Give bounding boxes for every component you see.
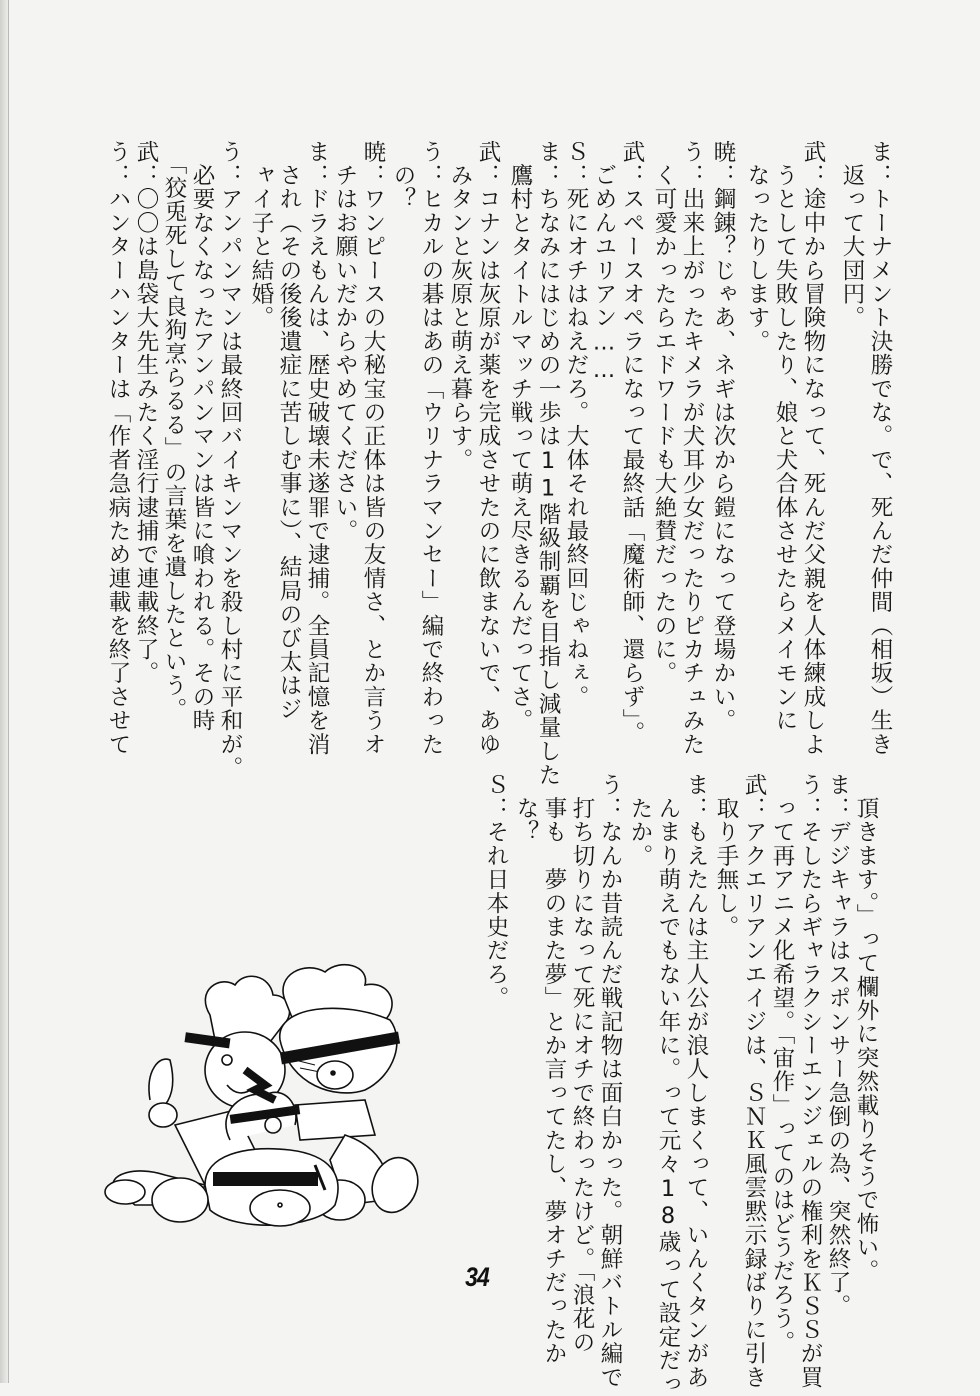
chef-characters-illustration (95, 960, 500, 1240)
page-binding-edge (0, 0, 9, 1383)
text-column: Ｓ：それ日本史だろ。 (483, 773, 509, 1010)
text-column: 武：〇〇は島袋大先生みたく淫行逮捕で連載終了。 (133, 140, 159, 686)
text-column: ま：デジキャラはスポンサー急倒の為、突然終了。 (825, 773, 851, 1319)
text-column: ま：ドラえもんは、歴史破壊未遂罪で逮捕。全員記憶を消 (304, 140, 330, 757)
text-column: な？ (513, 773, 539, 845)
text-column: う：出来上がったキメラが犬耳少女だったりピカチュみた (679, 140, 705, 757)
text-column: 武：途中から冒険物になって、死んだ父親を人体練成しよ (800, 140, 826, 757)
text-column: って再アニメ化希望。「宙作」ってのはどうだろう。 (769, 773, 795, 1355)
text-column: う：ハンターハンターは「作者急病ため連載を終了させて (105, 140, 131, 757)
text-column: う：そしたらギャラクシーエンジェルの権利をＫＳＳが買 (797, 773, 823, 1390)
text-column: なったりします。 (744, 140, 770, 354)
text-column: 暁：ワンピースの大秘宝の正体は皆の友情さ、とか言うオ (360, 140, 386, 757)
text-column: たか。 (627, 773, 653, 868)
text-column: 武：アクエリアンエイジは、ＳＮＫ風雲黙示録ばりに引き (741, 773, 767, 1390)
text-column: 返って大団円。 (839, 140, 865, 330)
text-column: うとして失敗したり、娘と犬合体させたらメイモンに (772, 140, 798, 733)
text-column: ごめんユリアン…… (591, 140, 617, 384)
text-column: 打ち切りになって死にオチで終わったけど。「浪花の (569, 773, 595, 1355)
page-number: 34 (465, 1262, 489, 1292)
text-column: 武：コナンは灰原が薬を完成させたのに飲まないで、あゆ (475, 140, 501, 757)
text-column: う：アンパンマンは最終回バイキンマンを殺し村に平和が。 (217, 140, 243, 780)
text-column: 必要なくなったアンパンマンは皆に喰われる。その時 (189, 140, 215, 733)
text-column: ま：ちなみにはじめの一歩は11階級制覇を目指し減量した (535, 140, 561, 787)
text-column: みタンと灰原と萌え暮らす。 (447, 140, 473, 472)
text-column: され（その後後遺症に苦しむ事に）、結局のび太はジ (276, 140, 302, 722)
text-column: ャイ子と結婚。 (248, 140, 274, 330)
text-column: 「狡兎死して良狗烹らるる」の言葉を遺したという。 (161, 140, 187, 722)
text-column: う：ヒカルの碁はあの「ウリナラマンセー」編で終わった (418, 140, 444, 757)
text-column: チはお願いだからやめてください。 (332, 140, 358, 543)
text-column: 事も 夢のまた夢」とか言ってたし、夢オチだったか (541, 773, 567, 1366)
text-column: 暁：鋼錬？じゃあ、ネギは次から鎧になって登場かい。 (710, 140, 736, 733)
text-column: 武：スペースオペラになって最終話「魔術師、還らず」。 (619, 140, 645, 745)
text-column: 取り手無し。 (713, 773, 739, 939)
text-column: ま：トーナメント決勝でな。で、死んだ仲間（相坂）生き (867, 140, 893, 757)
text-column: Ｓ：死にオチはねえだろ。大体それ最終回じゃねぇ。 (563, 140, 589, 709)
text-column: ま：もえたんは主人公が浪人しまくって、いんくタンがあ (683, 773, 709, 1390)
text-column: の？ (390, 140, 416, 212)
text-column: う：なんか昔読んだ戦記物は面白かった。朝鮮バトル編で (597, 773, 623, 1390)
text-column: んまり萌えでもない年に。って元々18歳って設定だっ (655, 773, 681, 1396)
text-column: 頂きます。」って欄外に突然載りそうで怖い。 (853, 773, 879, 1284)
text-column: 鷹村とタイトルマッチ戦って萌え尽きるんだってさ。 (507, 140, 533, 733)
text-column: く可愛かったらエドワードも大絶賛だったのに。 (651, 140, 677, 686)
